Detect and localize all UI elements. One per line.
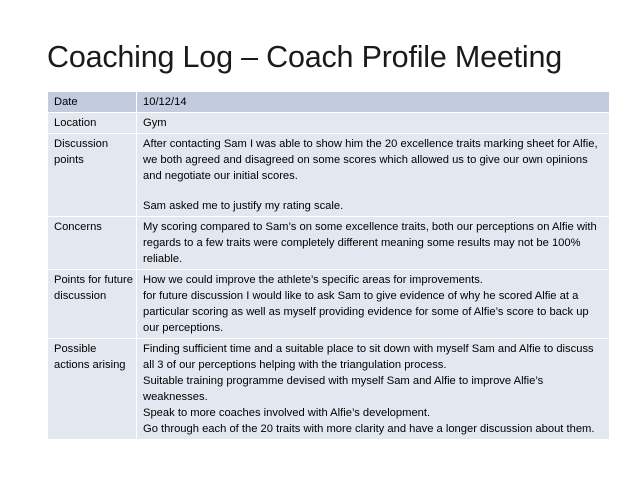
row-value-text: Speak to more coaches involved with Alfie’s development. [143,407,431,419]
table-row-location [48,113,610,134]
table-row-concerns [48,217,610,270]
table-row-possible-actions-arising [48,339,610,440]
row-value [137,339,610,440]
row-value [137,134,610,217]
row-value-text: Sam asked me to justify my rating scale. [143,200,344,212]
paragraph-gap [143,184,603,198]
page-title: Coaching Log – Coach Profile Meeting [47,40,563,74]
coaching-log-table-container [47,91,609,479]
row-value [137,92,610,113]
row-value [137,217,610,270]
row-label: Date [48,92,137,113]
coaching-log-table [47,91,609,440]
row-value-text: How we could improve the athlete’s specific areas for improvements. [143,274,483,286]
row-value-text: 10/12/14 [143,96,187,108]
row-label: Location [48,113,137,134]
row-label: Possible actions arising [48,339,137,440]
row-label: Points for future discussion [48,270,137,339]
row-value-text: My scoring compared to Sam’s on some excellence traits, both our perceptions on Alfie with regards to a few traits were completely different meaning some results may not be 100% reliable. [143,221,597,265]
row-value-text: After contacting Sam I was able to show him the 20 excellence traits marking sheet for Alfie, we both agreed and disagreed on some scores which allowed us to give our own opinions and negotiate our initial scores. [143,138,598,182]
row-value-text: for future discussion I would like to ask Sam to give evidence of why he scored Alfie at a particular scoring as well as myself providing evidence for some of Alfie’s score to back up our perceptions. [143,290,589,334]
row-label: Concerns [48,217,137,270]
row-value-text: Finding sufficient time and a suitable place to sit down with myself Sam and Alfie to discuss all 3 of our perceptions helping with the triangulation process. [143,343,594,371]
row-value-text: Suitable training programme devised with myself Sam and Alfie to improve Alfie’s weaknesses. [143,375,544,403]
row-value [137,113,610,134]
table-row-date [48,92,610,113]
table-row-points-for-future-discussion [48,270,610,339]
row-value-text: Go through each of the 20 traits with more clarity and have a longer discussion about them. [143,423,595,435]
table-row-discussion-points [48,134,610,217]
row-value [137,270,610,339]
row-label: Discussion points [48,134,137,217]
row-value-text: Gym [143,117,167,129]
